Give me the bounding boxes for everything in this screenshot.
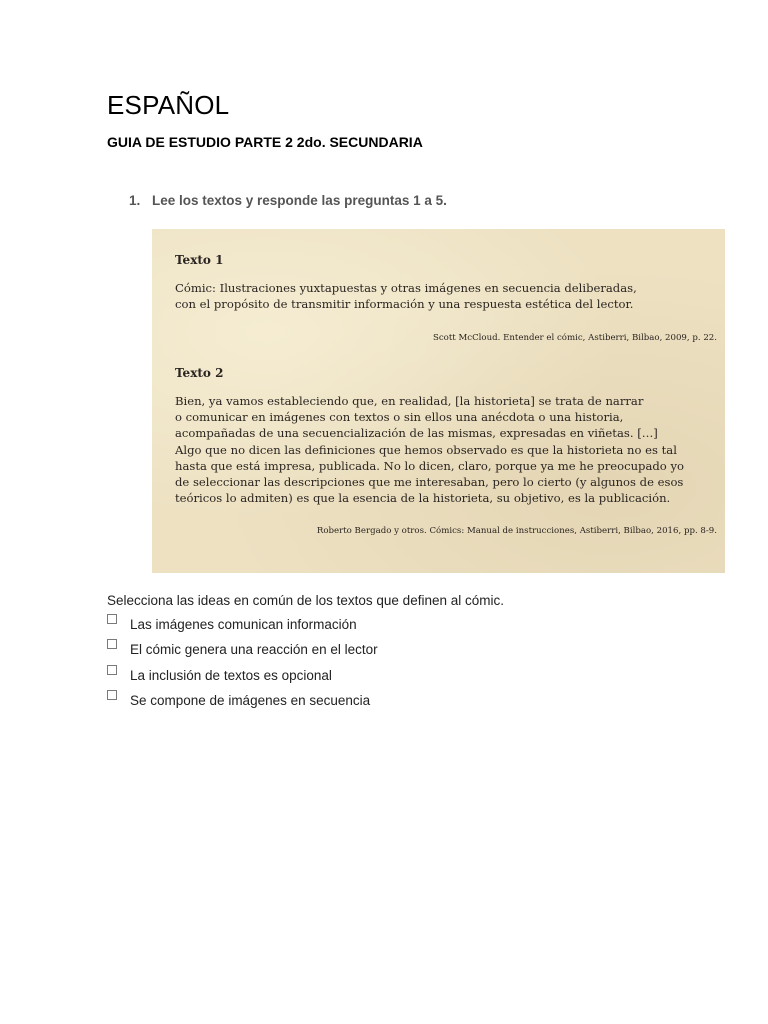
text1-body [175, 280, 720, 312]
text1-heading: Texto 1 [175, 253, 224, 267]
text2-heading: Texto 2 [175, 366, 224, 380]
instruction-number: 1. [129, 193, 141, 208]
answer-option-label: El cómic genera una reacción en el lector [130, 642, 378, 658]
text2-line: teóricos lo admiten) es que la esencia de la historieta, su objetivo, es la publicación. [175, 491, 671, 506]
text2-citation: Roberto Bergado y otros. Cómics: Manual de instrucciones, Astiberri, Bilbao, 2016, pp. 8-9. [316, 526, 717, 536]
instruction-text: Lee los textos y responde las preguntas 1 a 5. [152, 193, 447, 208]
checkbox[interactable] [107, 614, 117, 624]
checkbox[interactable] [107, 665, 117, 675]
text2-line: acompañadas de una secuencialización de las mismas, expresadas en viñetas. […] [175, 426, 658, 441]
text2-line: Algo que no dicen las definiciones que hemos observado es que la historieta no es tal [175, 442, 677, 457]
page-subtitle: GUIA DE ESTUDIO PARTE 2 2do. SECUNDARIA [107, 134, 423, 150]
page-title: ESPAÑOL [107, 90, 230, 120]
answer-option-label: La inclusión de textos es opcional [130, 667, 332, 683]
answer-option[interactable] [107, 614, 378, 639]
checkbox[interactable] [107, 639, 117, 649]
answer-option-label: Se compone de imágenes en secuencia [130, 692, 371, 708]
text1-line: con el propósito de transmitir información y una respuesta estética del lector. [175, 297, 634, 312]
question-prompt: Selecciona las ideas en común de los textos que definen al cómic. [107, 593, 504, 608]
answer-option[interactable] [107, 639, 378, 664]
answer-option-label: Las imágenes comunican información [130, 617, 357, 632]
text2-line: de seleccionar las descripciones que me interesaban, pero lo cierto (y algunos de esos [175, 475, 684, 490]
answer-option[interactable] [107, 665, 378, 690]
text2-line: o comunicar en imágenes con textos o sin ellos una anécdota o una historia, [175, 410, 624, 425]
text1-citation: Scott McCloud. Entender el cómic, Astiberri, Bilbao, 2009, p. 22. [432, 333, 717, 343]
text1-line: Cómic: Ilustraciones yuxtapuestas y otras imágenes en secuencia deliberadas, [175, 281, 637, 295]
answer-options [107, 614, 378, 715]
text2-body [175, 393, 720, 506]
text2-line: hasta que está impresa, publicada. No lo dicen, claro, porque ya me he preocupado yo [175, 458, 684, 473]
checkbox[interactable] [107, 690, 117, 700]
answer-option[interactable] [107, 690, 378, 715]
instruction-item [129, 193, 447, 208]
text2-line: Bien, ya vamos estableciendo que, en realidad, [la historieta] se trata de narrar [175, 394, 644, 408]
texts-image-panel [152, 229, 725, 573]
